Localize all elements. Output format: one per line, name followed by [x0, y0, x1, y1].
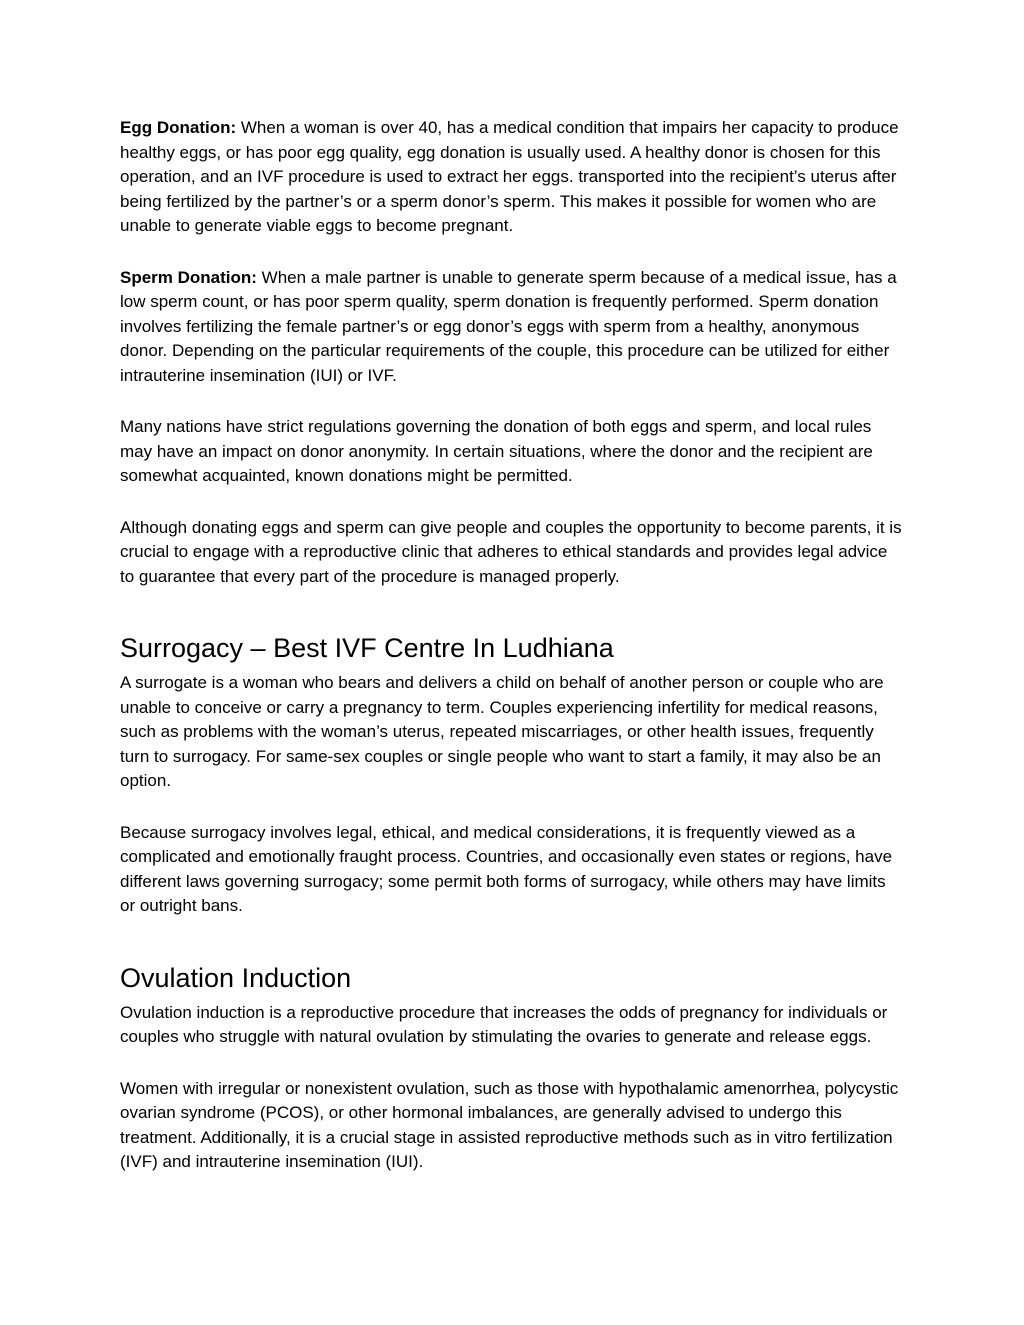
text-run-sperm-donation: When a male partner is unable to generate sperm because of a medical issue, has a low sperm count, or has poor sperm quality, sperm donation is frequently performed. Sperm donation involves fertilizing the female partner’s or egg donor’s eggs with sperm from a healthy, anonymous donor. Depending on the particular requirements of the couple, this procedure can be utilized for either intrauterine insemination (IUI) or IVF. — [120, 267, 897, 385]
paragraph-ethical-standards: Although donating eggs and sperm can give people and couples the opportunity to become parents, it is crucial to engage with a reproductive clinic that adheres to ethical standards and provides legal advice to guarantee that every part of the procedure is managed properly. — [120, 517, 902, 586]
paragraph-sperm-donation — [120, 266, 905, 389]
heading-ovulation-induction: Ovulation Induction — [120, 962, 352, 993]
paragraph-ovulation-candidates: Women with irregular or nonexistent ovulation, such as those with hypothalamic amenorrhea, polycystic ovarian syndrome (PCOS), or other hormonal imbalances, are generally advised to undergo this treatment. Additionally, it is a crucial stage in assisted reproductive methods such as in vitro fertilization (IVF) and intrauterine insemination (IUI). — [120, 1078, 899, 1171]
paragraph-surrogate-definition: A surrogate is a woman who bears and delivers a child on behalf of another person or couple who are unable to conceive or carry a pregnancy to term. Couples experiencing infertility for medical reasons, such as problems with the woman’s uterus, repeated miscarriages, or other health issues, frequently turn to surrogacy. For same-sex couples or single people who want to start a family, it may also be an option. — [120, 673, 884, 790]
paragraph-egg-donation — [120, 116, 905, 239]
paragraph-regulations: Many nations have strict regulations governing the donation of both eggs and sperm, and local rules may have an impact on donor anonymity. In certain situations, where the donor and the recipient are somewhat acquainted, known donations might be permitted. — [120, 417, 873, 485]
bold-lead-egg-donation: Egg Donation: — [120, 118, 237, 137]
paragraph-surrogacy-laws: Because surrogacy involves legal, ethical, and medical considerations, it is frequently viewed as a complicated and emotionally fraught process. Countries, and occasionally even states or regions, have different laws governing surrogacy; some permit both forms of surrogacy, while others may have limits or outright bans. — [120, 822, 893, 915]
text-run-egg-donation: When a woman is over 40, has a medical condition that impairs her capacity to produce healthy eggs, or has poor egg quality, egg donation is usually used. A healthy donor is chosen for this operation, and an IVF procedure is used to extract her eggs. transported into the recipient’s uterus after being fertilized by the partner’s or a sperm donor’s sperm. This makes it possible for women who are unable to generate viable eggs to become pregnant. — [120, 118, 899, 235]
heading-surrogacy: Surrogacy – Best IVF Centre In Ludhiana — [120, 633, 614, 663]
bold-lead-sperm-donation: Sperm Donation: — [120, 267, 257, 287]
text-column — [120, 116, 905, 1175]
paragraph-ovulation-definition: Ovulation induction is a reproductive procedure that increases the odds of pregnancy for individuals or couples who struggle with natural ovulation by stimulating the ovaries to generate and release eggs. — [120, 1002, 888, 1046]
